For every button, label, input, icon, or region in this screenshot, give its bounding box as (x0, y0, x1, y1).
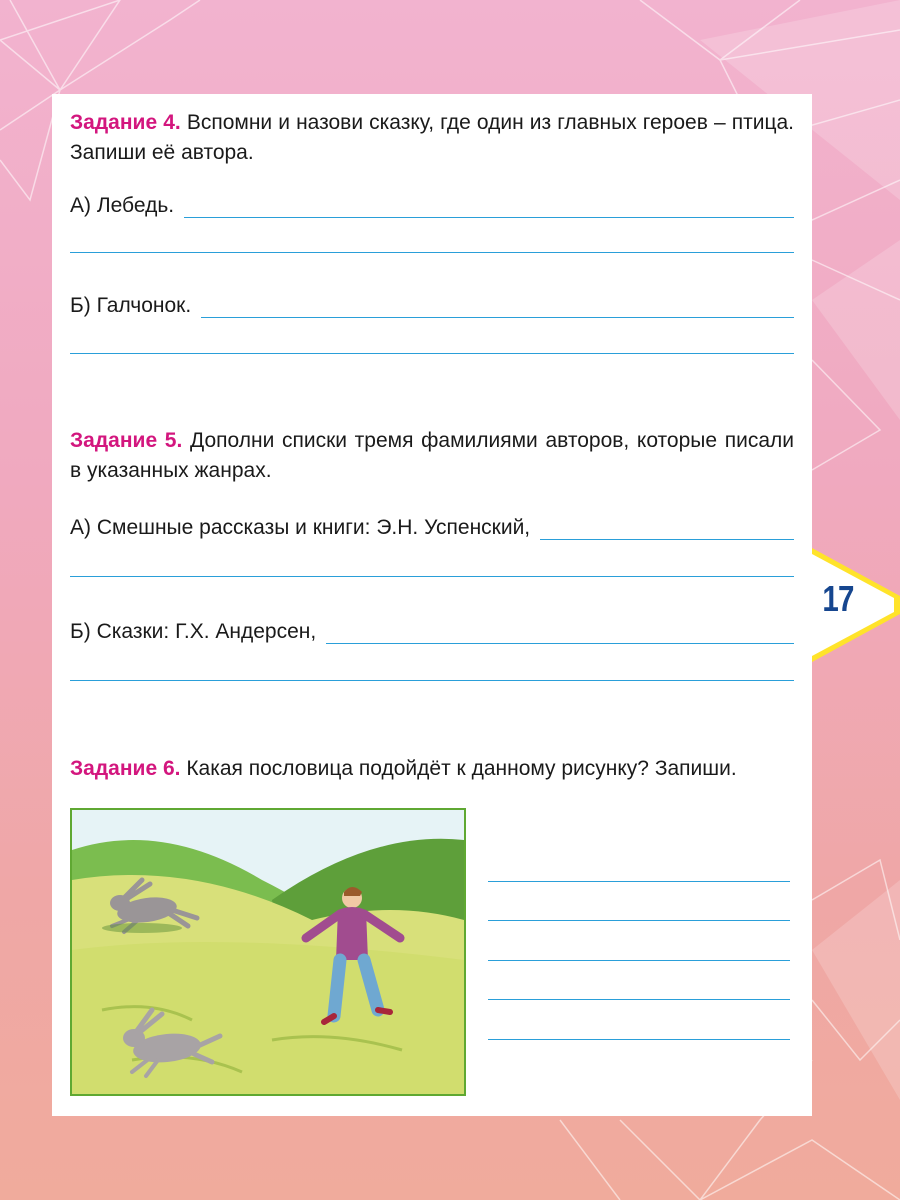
task-5-item-a-label: А) Смешные рассказы и книги: Э.Н. Успенский, (70, 516, 531, 539)
task-5-answer-a (70, 516, 794, 540)
illustration-boy-and-hares (70, 808, 466, 1096)
answer-line[interactable] (70, 252, 794, 253)
task-6-body: Какая пословица подойдёт к данному рисунку? Запиши. (186, 757, 737, 780)
answer-line[interactable] (540, 517, 794, 540)
answer-line[interactable] (70, 680, 794, 681)
task-6-text (70, 754, 794, 784)
answer-line[interactable] (488, 999, 790, 1000)
task-5-text (70, 426, 794, 486)
answer-line[interactable] (326, 621, 794, 644)
task-4-text (70, 108, 794, 168)
task-5-body: Дополни списки тремя фамилиями авторов, которые писали в указанных жанрах. (70, 429, 795, 482)
answer-line[interactable] (488, 960, 790, 961)
task-5-item-b-label: Б) Сказки: Г.Х. Андерсен, (70, 620, 317, 643)
answer-line[interactable] (201, 295, 794, 318)
task-4-title: Задание 4. (70, 111, 181, 134)
answer-line[interactable] (70, 576, 794, 577)
answer-line[interactable] (184, 195, 794, 218)
task-4-answer-b (70, 294, 794, 318)
task-4 (70, 108, 794, 168)
meadow-scene (72, 810, 464, 1094)
task-6 (70, 754, 794, 784)
page-number: 17 (822, 578, 854, 619)
worksheet-card (52, 94, 812, 1116)
answer-line[interactable] (70, 353, 794, 354)
answer-line[interactable] (488, 1039, 790, 1040)
task-5 (70, 426, 794, 486)
answer-line[interactable] (488, 920, 790, 921)
task-5-title: Задание 5. (70, 429, 183, 452)
task-4-answer-a (70, 194, 794, 218)
task-5-answer-b (70, 620, 794, 644)
task-4-body: Вспомни и назови сказку, где один из главных героев – птица. Запиши её автора. (70, 111, 794, 164)
task-6-title: Задание 6. (70, 757, 181, 780)
task-4-item-a-label: А) Лебедь. (70, 194, 175, 217)
answer-line[interactable] (488, 881, 790, 882)
task-4-item-b-label: Б) Галчонок. (70, 294, 192, 317)
